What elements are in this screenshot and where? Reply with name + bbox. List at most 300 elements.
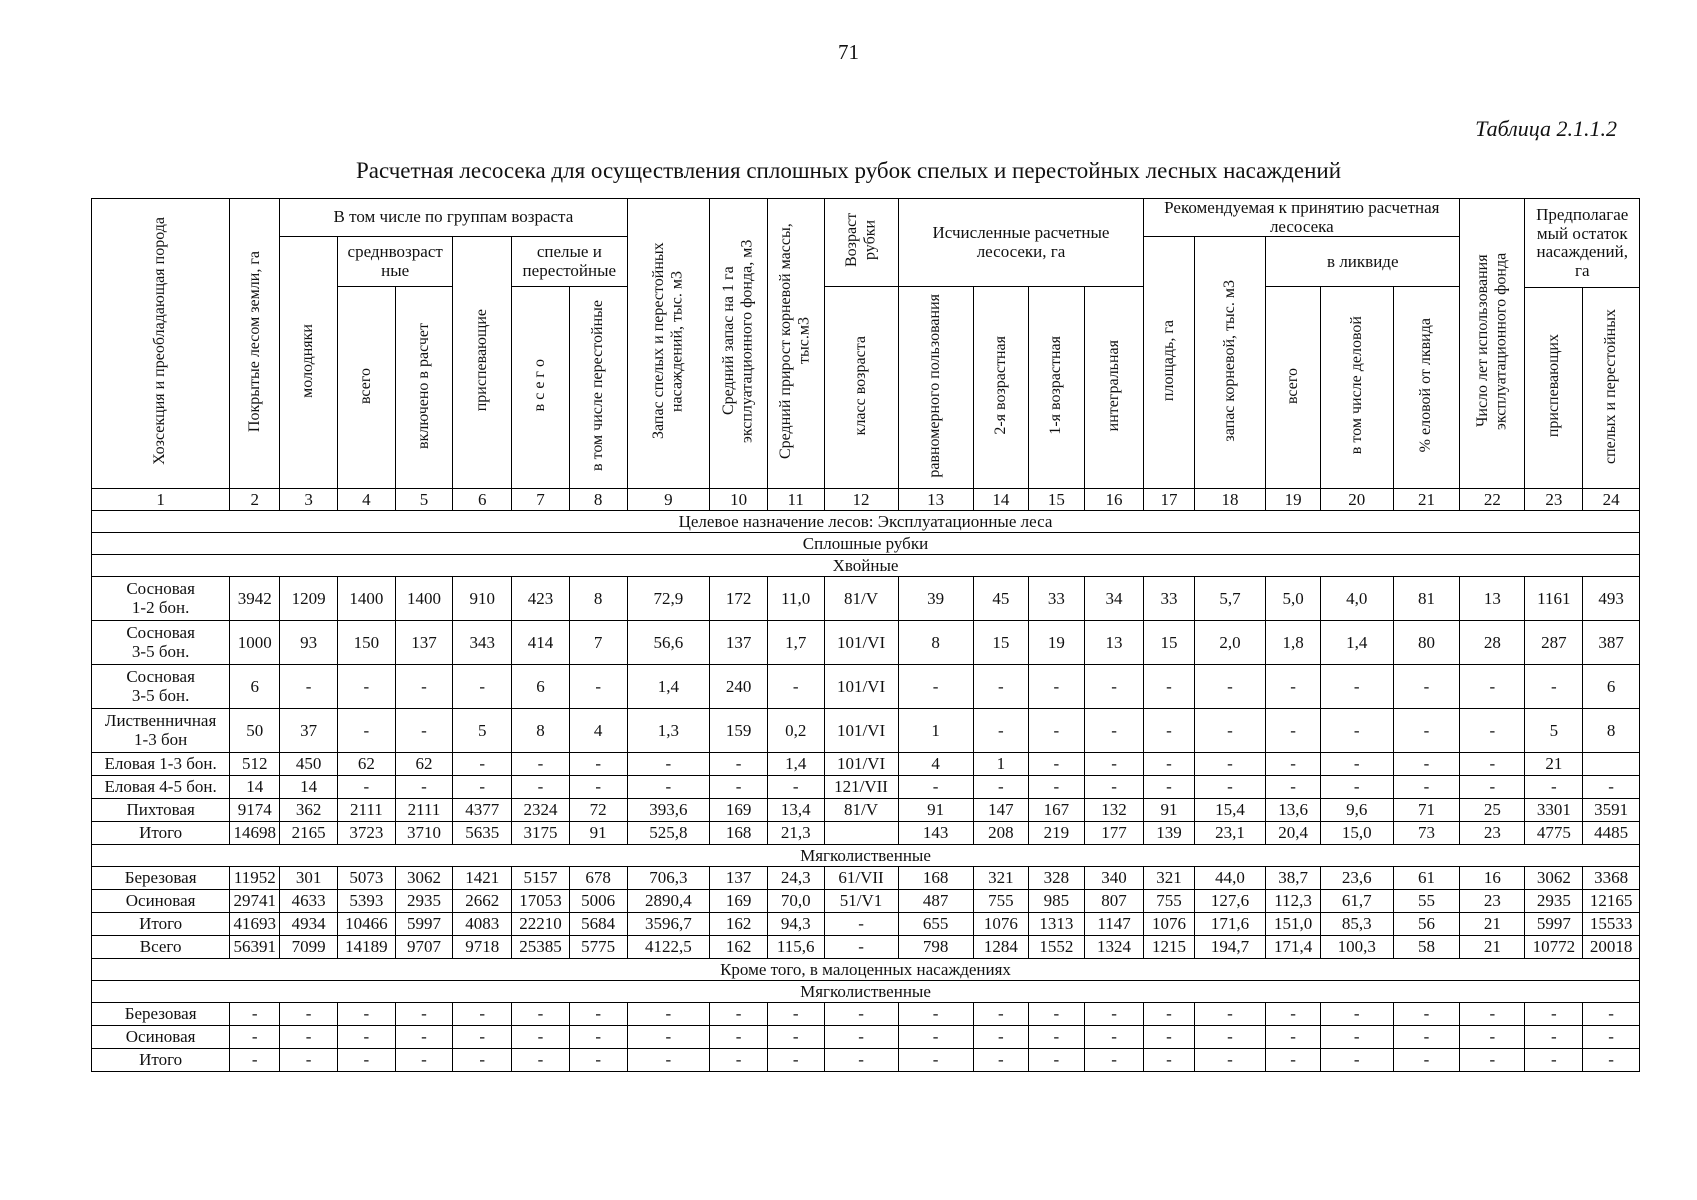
soft-leaved-rows — [92, 867, 1640, 959]
table-cell: - — [395, 1026, 453, 1049]
table-cell: 21 — [1525, 753, 1583, 776]
table-row — [92, 799, 1640, 822]
table-cell: 112,3 — [1266, 890, 1320, 913]
table-cell: 37 — [280, 709, 338, 753]
table-cell: - — [1583, 1026, 1640, 1049]
table-cell: 343 — [453, 621, 512, 665]
header-col-22: Число лет использования эксплуатационного фонда — [1460, 199, 1525, 489]
table-cell: - — [1583, 776, 1640, 799]
table-cell: - — [1460, 776, 1525, 799]
table-cell: - — [767, 1049, 824, 1072]
header-recommended: Рекомендуемая к принятию расчетная лесосека — [1144, 199, 1460, 237]
table-cell: 58 — [1393, 936, 1459, 959]
table-cell: 14189 — [337, 936, 395, 959]
table-cell: 1400 — [395, 577, 453, 621]
header-col-5: включено в расчет — [395, 287, 453, 489]
row-name-cell: Итого — [92, 1049, 230, 1072]
table-cell: 168 — [710, 822, 768, 845]
table-cell: 150 — [337, 621, 395, 665]
table-cell: 56,6 — [627, 621, 710, 665]
table-cell: - — [1266, 753, 1320, 776]
table-cell: 0,2 — [767, 709, 824, 753]
table-row — [92, 776, 1640, 799]
table-cell: 15 — [1144, 621, 1194, 665]
table-cell: - — [512, 1049, 570, 1072]
table-cell: - — [1393, 1049, 1459, 1072]
table-cell: 72 — [569, 799, 627, 822]
table-cell: 72,9 — [627, 577, 710, 621]
table-cell: - — [973, 1003, 1029, 1026]
table-cell: 5,0 — [1266, 577, 1320, 621]
table-cell: - — [1393, 709, 1459, 753]
column-number-row: 1 2 3 4 5 6 7 8 9 10 11 12 13 14 15 16 17 18 19 20 21 22 23 24 — [92, 489, 1640, 511]
table-cell: 91 — [898, 799, 973, 822]
table-cell: - — [337, 665, 395, 709]
table-cell: - — [453, 1003, 512, 1026]
table-cell: 33 — [1029, 577, 1085, 621]
table-cell: - — [1144, 1049, 1194, 1072]
table-cell: 137 — [395, 621, 453, 665]
header-col-2: Покрытые лесом земли, га — [230, 199, 280, 489]
header-middle-aged: среднвозраст ные — [337, 237, 452, 287]
table-cell: 2,0 — [1194, 621, 1266, 665]
table-cell: 755 — [973, 890, 1029, 913]
table-cell: 512 — [230, 753, 280, 776]
table-cell: - — [1194, 776, 1266, 799]
table-cell: 5,7 — [1194, 577, 1266, 621]
table-cell: - — [1393, 665, 1459, 709]
table-cell: 10466 — [337, 913, 395, 936]
row-name-cell: Березовая — [92, 1003, 230, 1026]
table-cell: - — [453, 1026, 512, 1049]
table-cell: 101/VI — [824, 665, 898, 709]
table-cell: 162 — [710, 913, 768, 936]
table-cell: 4122,5 — [627, 936, 710, 959]
table-cell: - — [1029, 1026, 1085, 1049]
table-cell: - — [1320, 709, 1393, 753]
low-value-rows — [92, 1003, 1640, 1072]
table-cell: 6 — [512, 665, 570, 709]
table-cell: 11,0 — [767, 577, 824, 621]
table-cell: - — [973, 776, 1029, 799]
table-cell: 7 — [569, 621, 627, 665]
table-cell: - — [1525, 1049, 1583, 1072]
table-cell: 8 — [512, 709, 570, 753]
table-cell: - — [569, 753, 627, 776]
table-cell: - — [1266, 1003, 1320, 1026]
table-cell: 1421 — [453, 867, 512, 890]
table-cell: 450 — [280, 753, 338, 776]
table-cell: 1313 — [1029, 913, 1085, 936]
table-row — [92, 1003, 1640, 1026]
header-col-3: молодняки — [280, 237, 338, 489]
table-cell: 321 — [973, 867, 1029, 890]
table-cell: 3368 — [1583, 867, 1640, 890]
table-cell: - — [1320, 776, 1393, 799]
table-row — [92, 621, 1640, 665]
table-cell: 1 — [973, 753, 1029, 776]
header-col-19: всего — [1266, 287, 1320, 489]
table-cell: 4083 — [453, 913, 512, 936]
table-cell: 2935 — [395, 890, 453, 913]
table-cell: 2165 — [280, 822, 338, 845]
table-cell: - — [453, 1049, 512, 1072]
table-cell: - — [1525, 1003, 1583, 1026]
table-cell: 4 — [898, 753, 973, 776]
table-label: Таблица 2.1.1.2 — [1475, 116, 1617, 141]
table-cell: 4 — [569, 709, 627, 753]
table-cell: - — [824, 936, 898, 959]
table-cell: 678 — [569, 867, 627, 890]
table-cell: - — [767, 665, 824, 709]
table-cell: - — [898, 1026, 973, 1049]
table-cell: 1324 — [1084, 936, 1144, 959]
table-row — [92, 577, 1640, 621]
table-row — [92, 890, 1640, 913]
table-cell: - — [767, 1003, 824, 1026]
table-cell: 4633 — [280, 890, 338, 913]
table-cell: 61/VII — [824, 867, 898, 890]
table-cell: 162 — [710, 936, 768, 959]
table-cell: 132 — [1084, 799, 1144, 822]
table-cell: 423 — [512, 577, 570, 621]
table-cell: - — [973, 1049, 1029, 1072]
table-cell: - — [627, 753, 710, 776]
table-cell: - — [1144, 709, 1194, 753]
section-conifers: Хвойные — [92, 555, 1640, 577]
header-col-4: всего — [337, 287, 395, 489]
table-cell: 5157 — [512, 867, 570, 890]
table-cell: 3723 — [337, 822, 395, 845]
table-cell: - — [1029, 665, 1085, 709]
table-cell: - — [1460, 1003, 1525, 1026]
table-cell: - — [280, 1049, 338, 1072]
table-cell: 1,4 — [1320, 621, 1393, 665]
table-cell: - — [280, 1003, 338, 1026]
table-cell: - — [1084, 665, 1144, 709]
table-cell: - — [512, 1026, 570, 1049]
table-cell: 171,4 — [1266, 936, 1320, 959]
table-cell: 62 — [395, 753, 453, 776]
table-cell: - — [1320, 753, 1393, 776]
header-col-20: в том числе деловой — [1320, 287, 1393, 489]
table-cell: - — [280, 1026, 338, 1049]
table-cell: 5073 — [337, 867, 395, 890]
table-cell: - — [1194, 1003, 1266, 1026]
table-cell: 38,7 — [1266, 867, 1320, 890]
table-cell: - — [337, 1003, 395, 1026]
table-cell: - — [337, 776, 395, 799]
table-cell: 9174 — [230, 799, 280, 822]
table-cell: 13 — [1084, 621, 1144, 665]
table-cell: 91 — [569, 822, 627, 845]
table-cell: 1161 — [1525, 577, 1583, 621]
table-cell: 9707 — [395, 936, 453, 959]
table-cell: - — [230, 1026, 280, 1049]
table-row — [92, 665, 1640, 709]
table-cell: - — [1084, 709, 1144, 753]
table-cell: 5 — [453, 709, 512, 753]
table-cell: 19 — [1029, 621, 1085, 665]
table-cell: 2935 — [1525, 890, 1583, 913]
table-cell: - — [1583, 1049, 1640, 1072]
table-cell: 23 — [1460, 822, 1525, 845]
header-col-16: интегральная — [1084, 287, 1144, 489]
table-cell: - — [453, 665, 512, 709]
table-cell: 159 — [710, 709, 768, 753]
table-cell: 15 — [973, 621, 1029, 665]
table-cell: - — [1266, 665, 1320, 709]
table-cell: 4485 — [1583, 822, 1640, 845]
table-cell: 1,3 — [627, 709, 710, 753]
table-cell: - — [1460, 1049, 1525, 1072]
table-row — [92, 936, 1640, 959]
table-cell: 143 — [898, 822, 973, 845]
table-cell: 807 — [1084, 890, 1144, 913]
table-cell: 91 — [1144, 799, 1194, 822]
table-cell: - — [824, 1003, 898, 1026]
table-cell: 3175 — [512, 822, 570, 845]
row-name-cell: Итого — [92, 822, 230, 845]
table-cell: 3062 — [395, 867, 453, 890]
table-cell: - — [1266, 1026, 1320, 1049]
row-name-cell: Лиственничная 1-3 бон — [92, 709, 230, 753]
table-cell: 1076 — [973, 913, 1029, 936]
table-cell: 127,6 — [1194, 890, 1266, 913]
table-cell: - — [230, 1003, 280, 1026]
table-cell: 139 — [1144, 822, 1194, 845]
table-cell: - — [1144, 1003, 1194, 1026]
table-cell: 169 — [710, 890, 768, 913]
table-cell: 50 — [230, 709, 280, 753]
table-cell: 208 — [973, 822, 1029, 845]
table-cell: 70,0 — [767, 890, 824, 913]
table-cell: 328 — [1029, 867, 1085, 890]
table-cell: - — [1029, 776, 1085, 799]
table-cell: - — [1029, 709, 1085, 753]
table-cell: 985 — [1029, 890, 1085, 913]
table-cell: - — [337, 1026, 395, 1049]
table-cell: - — [1144, 753, 1194, 776]
header-calculated: Исчисленные расчетные лесосеки, га — [898, 199, 1144, 287]
table-cell: - — [395, 709, 453, 753]
page-number: 71 — [838, 40, 859, 64]
table-cell: 15533 — [1583, 913, 1640, 936]
table-cell: 4775 — [1525, 822, 1583, 845]
table-cell: 6 — [1583, 665, 1640, 709]
table-cell: 115,6 — [767, 936, 824, 959]
table-cell: - — [1525, 665, 1583, 709]
table-cell: 5997 — [395, 913, 453, 936]
table-cell: 362 — [280, 799, 338, 822]
table-cell: 28 — [1460, 621, 1525, 665]
table-cell: - — [1266, 1049, 1320, 1072]
table-cell: - — [1194, 665, 1266, 709]
table-cell: 1,4 — [627, 665, 710, 709]
table-cell: 13,4 — [767, 799, 824, 822]
table-cell: 2890,4 — [627, 890, 710, 913]
table-cell: 1400 — [337, 577, 395, 621]
table-cell: - — [1194, 1049, 1266, 1072]
table-cell: - — [337, 1049, 395, 1072]
table-cell: - — [1194, 1026, 1266, 1049]
table-cell: 33 — [1144, 577, 1194, 621]
table-cell: - — [627, 1003, 710, 1026]
table-cell: - — [1393, 1003, 1459, 1026]
header-col-17: площадь, га — [1144, 237, 1194, 489]
header-col-11: Средний прирост корневой массы, тыс.м3 — [767, 199, 824, 489]
row-name-cell: Еловая 1-3 бон. — [92, 753, 230, 776]
conifer-rows — [92, 577, 1640, 845]
table-cell: - — [1194, 753, 1266, 776]
table-cell: 9718 — [453, 936, 512, 959]
table-cell: 3591 — [1583, 799, 1640, 822]
row-name-cell: Сосновая 3-5 бон. — [92, 665, 230, 709]
table-cell: 3301 — [1525, 799, 1583, 822]
table-cell: 2662 — [453, 890, 512, 913]
table-cell: - — [395, 1003, 453, 1026]
table-cell: 137 — [710, 867, 768, 890]
table-cell: 167 — [1029, 799, 1085, 822]
section-low-value: Кроме того, в малоценных насаждениях — [92, 959, 1640, 981]
table-cell: - — [973, 1026, 1029, 1049]
table-cell: 171,6 — [1194, 913, 1266, 936]
table-cell: - — [824, 913, 898, 936]
table-cell: 3596,7 — [627, 913, 710, 936]
table-cell: 493 — [1583, 577, 1640, 621]
table-cell: 2111 — [395, 799, 453, 822]
table-cell: 8 — [569, 577, 627, 621]
table-cell: - — [1460, 709, 1525, 753]
table-cell: 137 — [710, 621, 768, 665]
table-cell: 147 — [973, 799, 1029, 822]
table-cell: 13 — [1460, 577, 1525, 621]
table-cell: 9,6 — [1320, 799, 1393, 822]
table-cell: 81/V — [824, 577, 898, 621]
table-cell: - — [1084, 1026, 1144, 1049]
table-cell: 41693 — [230, 913, 280, 936]
section-purpose: Целевое назначение лесов: Эксплуатационные леса — [92, 511, 1640, 533]
table-cell: - — [1029, 753, 1085, 776]
table-cell: - — [1583, 1003, 1640, 1026]
table-cell: 1076 — [1144, 913, 1194, 936]
header-col-13: равномерного пользования — [898, 287, 973, 489]
table-cell: 51/V1 — [824, 890, 898, 913]
table-cell: 81/V — [824, 799, 898, 822]
table-cell: - — [627, 776, 710, 799]
table-cell: 168 — [898, 867, 973, 890]
table-row — [92, 1026, 1640, 1049]
header-col-1: Хозсекция и преобладающая порода — [92, 199, 230, 489]
table-cell: 798 — [898, 936, 973, 959]
table-cell: 240 — [710, 665, 768, 709]
logging-table — [91, 198, 1640, 1072]
table-cell: - — [898, 776, 973, 799]
table-row — [92, 1049, 1640, 1072]
row-name-cell: Всего — [92, 936, 230, 959]
table-cell: 20,4 — [1266, 822, 1320, 845]
table-cell: - — [767, 776, 824, 799]
table-cell: - — [512, 753, 570, 776]
table-cell: 21 — [1460, 913, 1525, 936]
table-cell: 62 — [337, 753, 395, 776]
table-cell: 21,3 — [767, 822, 824, 845]
table-cell: 194,7 — [1194, 936, 1266, 959]
table-cell: - — [1525, 776, 1583, 799]
table-cell: 5635 — [453, 822, 512, 845]
header-liquid: в ликвиде — [1266, 237, 1460, 287]
table-cell: 55 — [1393, 890, 1459, 913]
table-cell: 16 — [1460, 867, 1525, 890]
table-cell: - — [627, 1026, 710, 1049]
section-clear-cuts: Сплошные рубки — [92, 533, 1640, 555]
row-name-cell: Еловая 4-5 бон. — [92, 776, 230, 799]
table-cell: - — [627, 1049, 710, 1072]
table-cell: 169 — [710, 799, 768, 822]
row-name-cell: Сосновая 1-2 бон. — [92, 577, 230, 621]
table-cell: - — [898, 1003, 973, 1026]
table-cell: 73 — [1393, 822, 1459, 845]
table-cell: - — [280, 665, 338, 709]
row-name-cell: Осиновая — [92, 1026, 230, 1049]
table-cell: - — [395, 776, 453, 799]
table-cell: 8 — [1583, 709, 1640, 753]
table-cell: - — [710, 1049, 768, 1072]
table-cell: 487 — [898, 890, 973, 913]
table-cell: - — [1144, 665, 1194, 709]
section-soft-leaved-2: Мягколиственные — [92, 981, 1640, 1003]
table-cell: 85,3 — [1320, 913, 1393, 936]
table-cell: 414 — [512, 621, 570, 665]
table-cell: 21 — [1460, 936, 1525, 959]
table-cell: - — [1393, 776, 1459, 799]
table-row — [92, 822, 1640, 845]
header-col-24: спелых и перестойных — [1583, 288, 1640, 489]
table-cell: - — [395, 665, 453, 709]
table-cell: - — [710, 753, 768, 776]
table-cell: - — [453, 776, 512, 799]
table-cell: 80 — [1393, 621, 1459, 665]
table-cell: 1 — [898, 709, 973, 753]
table-cell: 7099 — [280, 936, 338, 959]
table-cell: 5684 — [569, 913, 627, 936]
table-cell: 4934 — [280, 913, 338, 936]
table-cell: 755 — [1144, 890, 1194, 913]
header-col-10: Средний запас на 1 га эксплуатационного фонда, м3 — [710, 199, 768, 489]
table-cell: 20018 — [1583, 936, 1640, 959]
header-by-age-group: В том числе по группам возраста — [280, 199, 627, 237]
table-row — [92, 753, 1640, 776]
header-cut-age: Возраст рубки — [824, 199, 898, 287]
section-soft-leaved: Мягколиственные — [92, 845, 1640, 867]
table-cell: - — [898, 1049, 973, 1072]
table-cell: 4377 — [453, 799, 512, 822]
table-cell: 387 — [1583, 621, 1640, 665]
table-cell: - — [512, 776, 570, 799]
table-cell: 151,0 — [1266, 913, 1320, 936]
table-cell: 1,8 — [1266, 621, 1320, 665]
table-cell: 910 — [453, 577, 512, 621]
header-col-9: Запас спелых и перестойных насаждений, тыс. м3 — [627, 199, 710, 489]
table-cell: 61,7 — [1320, 890, 1393, 913]
table-cell: - — [1194, 709, 1266, 753]
header-col-18: запас корневой, тыс. м3 — [1194, 237, 1266, 489]
table-cell: 5 — [1525, 709, 1583, 753]
table-cell: 706,3 — [627, 867, 710, 890]
table-cell: 525,8 — [627, 822, 710, 845]
table-cell: 301 — [280, 867, 338, 890]
table-cell: 25385 — [512, 936, 570, 959]
